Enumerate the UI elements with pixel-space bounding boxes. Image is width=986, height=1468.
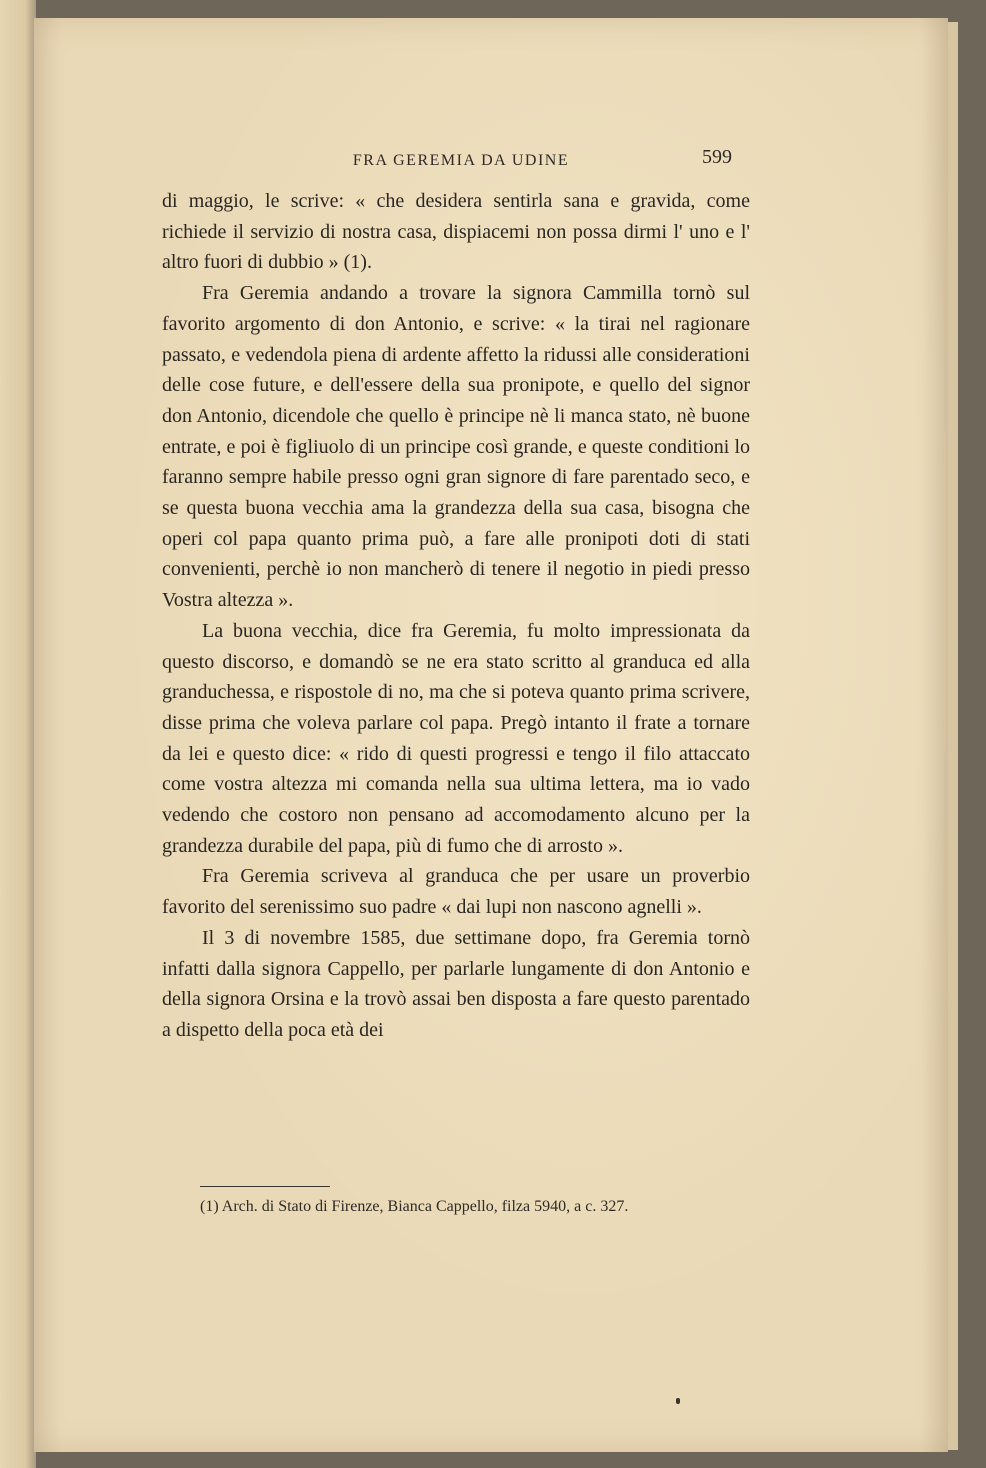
running-title: FRA GEREMIA DA UDINE [352,152,570,169]
paragraph: di maggio, le scrive: « che desidera sentirla sana e gravida, come richiede il servizio di nostra casa, dispiacemi non possa dirmi l' uno e l' altro fuori di dubbio » (1). [162,190,750,274]
footnote-divider [200,1186,330,1187]
page-edge-right [948,22,958,1450]
paragraph: Fra Geremia andando a trovare la signora Cammilla tornò sul favorito argomento di don Antonio, e scrive: « la tirai nel ragionare passato, e vedendola piena di ardente affetto la ridussi alle considerationi delle cose future, e dell'essere della sua pronipote, e quello del signor don Antonio, dicendole che quello è principe nè li manca stato, nè buone entrate, e poi è figliuolo di un principe così grande, e queste conditioni lo faranno sempre habile presso ogni gran signore di fare parentado seco, e se questa buona vecchia ama la grandezza della sua casa, bisogna che operi col papa quanto prima può, a fare alle pronipoti doti di stati convenienti, perchè io non mancherò di tenere il negotio in piedi presso Vostra altezza ». [162,282,750,612]
paragraph: Fra Geremia scriveva al granduca che per usare un proverbio favorito del serenissimo suo padre « dai lupi non nascono agnelli ». [162,865,750,919]
paragraph: La buona vecchia, dice fra Geremia, fu molto impressionata da questo discorso, e domandò se ne era stato scritto al granduca ed alla granduchessa, e rispostole di no, ma che si poteva quanto prima scrivere, disse prima che voleva parlare col papa. Pregò intanto il frate a tornare da lei e questo dice: « rido di questi progressi e tengo il filo attaccato come vostra altezza mi comanda nella sua ultima lettera, ma io vado vedendo che costoro non pensano ad accomodamento alcuno per la grandezza durabile del papa, più di fumo che di arrosto ». [162,619,750,857]
footnote: (1) Arch. di Stato di Firenze, Bianca Cappello, filza 5940, a c. 327. [200,1198,629,1215]
body-text [162,186,750,1046]
page-number: 599 [702,146,732,168]
paragraph: Il 3 di novembre 1585, due settimane dopo, fra Geremia tornò infatti dalla signora Cappello, per parlarle lungamente di don Antonio e della signora Orsina e la trovò assai ben disposta a fare questo parentado a dispetto della poca età dei [162,926,750,1041]
page-header [166,142,756,182]
ink-speck [676,1398,680,1404]
facing-page-edge [0,0,36,1468]
